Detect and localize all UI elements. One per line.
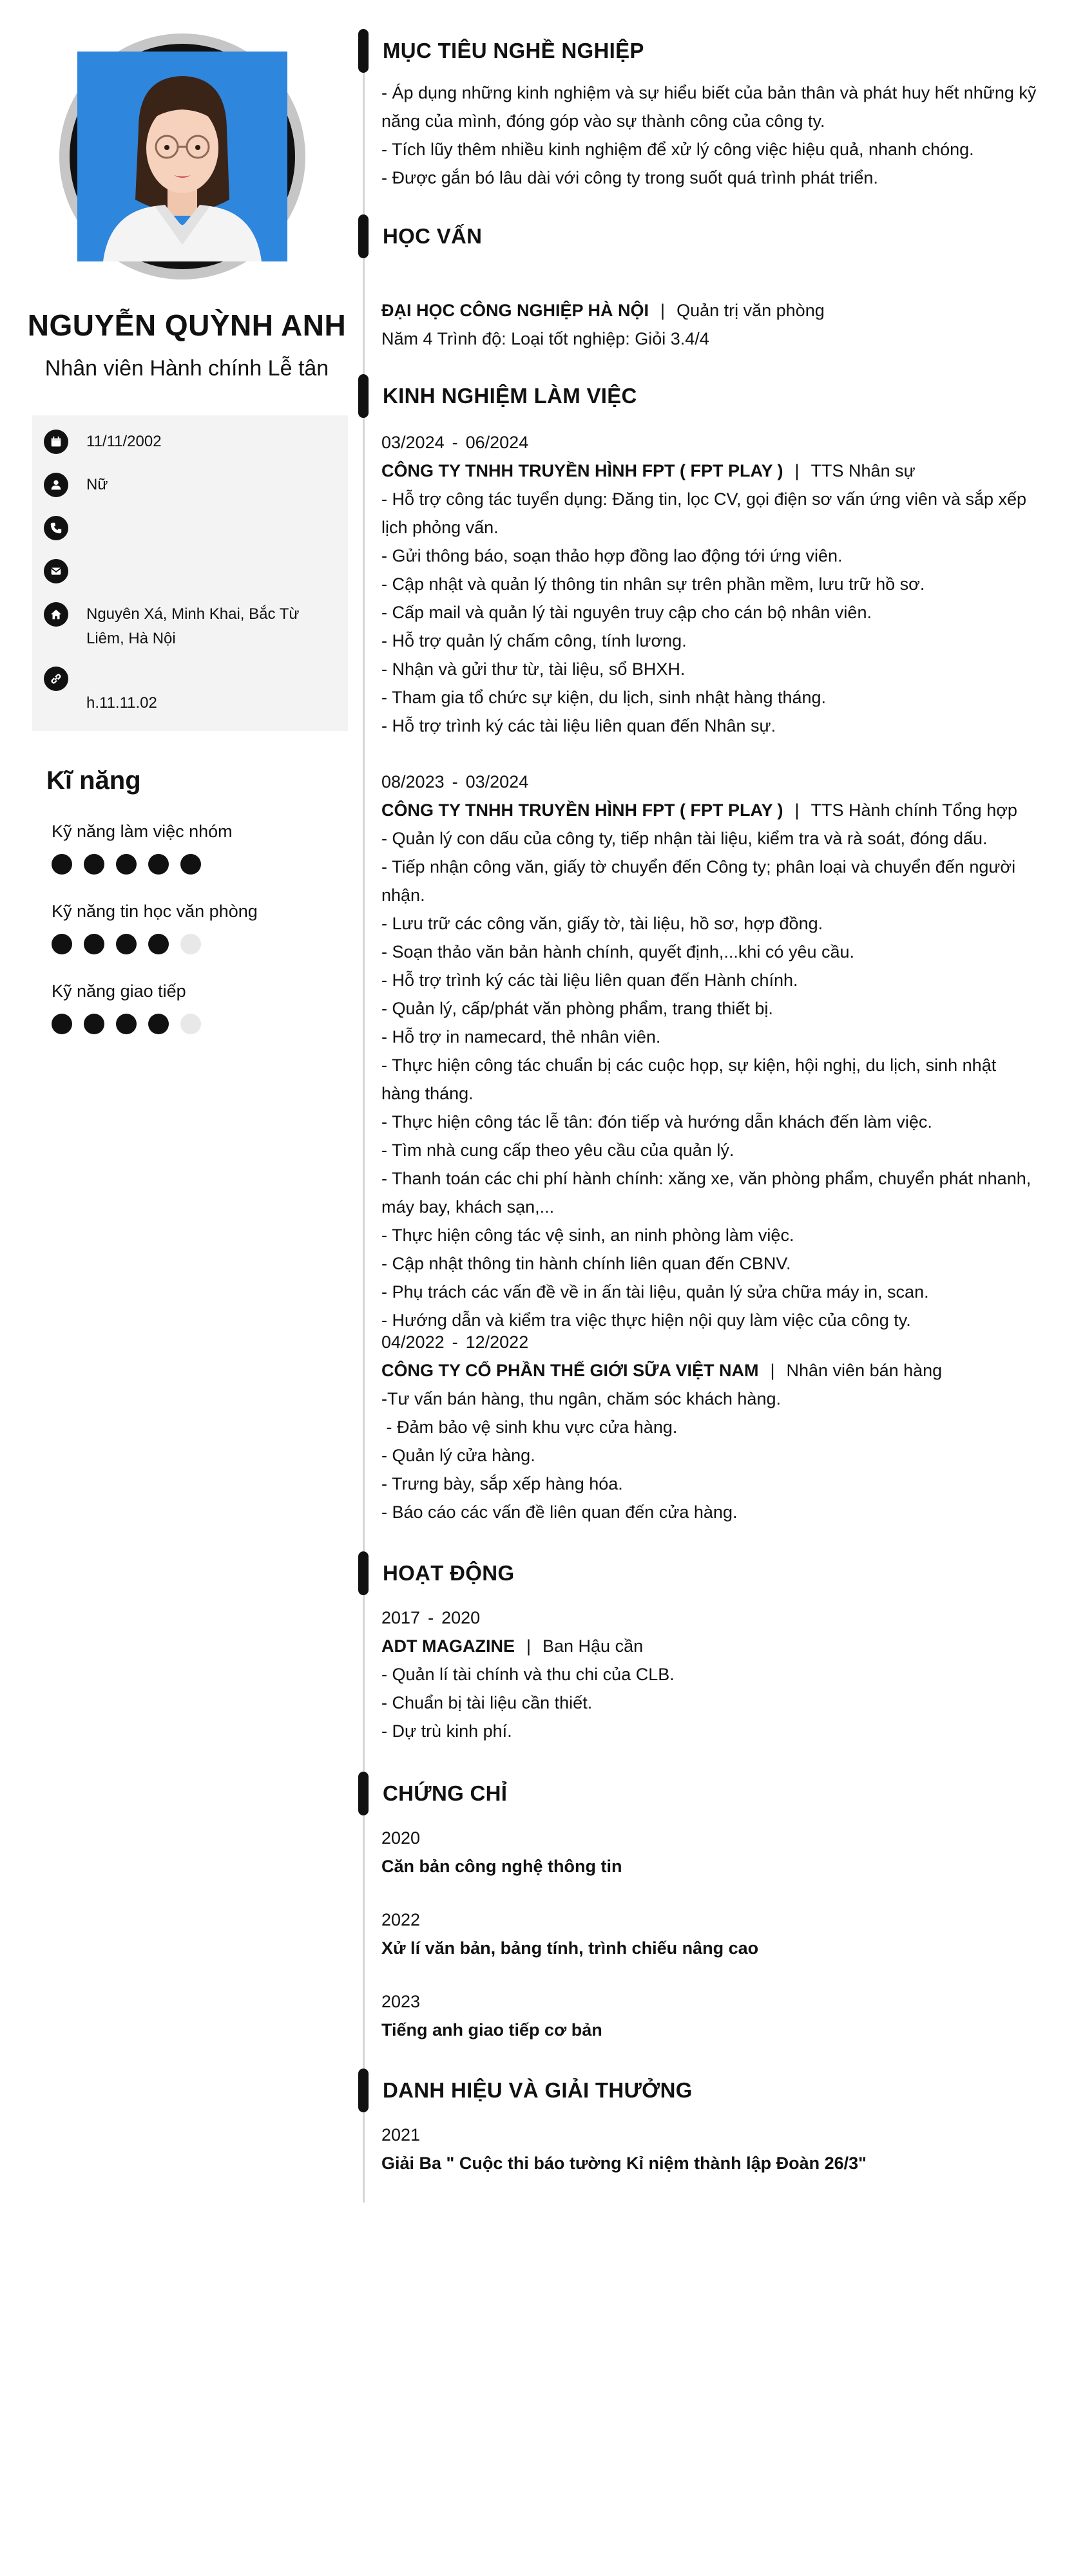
experience-line: - Hỗ trợ công tác tuyển dụng: Đăng tin, lọc CV, gọi điện sơ vấn ứng viên và sắp xếp lịch phỏng vấn. [381, 489, 1027, 537]
rating-dot [148, 934, 169, 954]
experience-role: TTS Hành chính Tổng hợp [811, 800, 1017, 820]
objective-content [381, 79, 1039, 192]
rating-dot [116, 854, 137, 875]
award-year: 2021 [381, 2125, 421, 2145]
award-item [381, 2121, 1039, 2177]
birthday-text: 11/11/2002 [86, 433, 162, 450]
rating-dot [84, 934, 104, 954]
skill-rating [52, 854, 233, 875]
skills-title: Kĩ năng [46, 766, 141, 795]
experience-line: - Đảm bảo vệ sinh khu vực cửa hàng. [381, 1417, 678, 1437]
separator: | [770, 1361, 775, 1380]
experience-dates: 04/2022 - 12/2022 [381, 1332, 529, 1352]
profile-name: NGUYỄN QUỲNH ANH [27, 308, 347, 342]
calendar-icon [44, 430, 68, 454]
skill-name: Kỹ năng làm việc nhóm [52, 822, 233, 841]
person-icon [44, 473, 68, 497]
experience-line: - Quản lý, cấp/phát văn phòng phẩm, trang thiết bị. [381, 999, 773, 1018]
phone-icon [44, 516, 68, 540]
rating-dot-empty [180, 934, 201, 954]
sidebar [0, 0, 348, 1095]
section-marker [358, 1772, 369, 1815]
skill-name: Kỹ năng tin học văn phòng [52, 902, 258, 921]
gender-text: Nữ [86, 476, 108, 493]
skill-item [52, 820, 233, 875]
education-major: Quản trị văn phòng [676, 301, 825, 320]
section-experience-header [358, 374, 637, 418]
experience-line: - Thực hiện công tác lễ tân: đón tiếp và hướng dẫn khách đến làm việc. [381, 1112, 932, 1132]
education-detail: Năm 4 Trình độ: Loại tốt nghiệp: Giỏi 3.4/4 [381, 329, 709, 348]
experience-role: TTS Nhân sự [811, 461, 916, 480]
experience-line: - Hỗ trợ trình ký các tài liệu liên quan đến Hành chính. [381, 971, 798, 990]
experience-item [381, 428, 1039, 740]
section-title: MỤC TIÊU NGHỀ NGHIỆP [383, 39, 644, 62]
certificate-name: Căn bản công nghệ thông tin [381, 1857, 622, 1876]
separator: | [794, 461, 800, 480]
experience-line: - Cấp mail và quản lý tài nguyên truy cập cho cán bộ nhân viên. [381, 603, 872, 622]
section-marker [358, 29, 369, 73]
rating-dot [84, 854, 104, 875]
rating-dot [180, 854, 201, 875]
section-education-header [358, 214, 482, 258]
certificate-name: Xử lí văn bản, bảng tính, trình chiếu nâng cao [381, 1938, 759, 1958]
certificate-year: 2023 [381, 1992, 421, 2011]
skill-rating [52, 1014, 201, 1034]
column-divider [363, 32, 365, 2202]
rating-dot [148, 1014, 169, 1034]
objective-line: - Áp dụng những kinh nghiệm và sự hiểu biết của bản thân và phát huy hết những kỹ năng của mình, đóng góp vào sự thành công của công ty. [381, 83, 1037, 131]
section-title: CHỨNG CHỈ [383, 1781, 508, 1805]
certificate-item [381, 1906, 1039, 1962]
education-school: ĐẠI HỌC CÔNG NGHIỆP HÀ NỘI [381, 301, 649, 320]
activity-line: - Dự trù kinh phí. [381, 1721, 512, 1741]
experience-line: - Tiếp nhận công văn, giấy tờ chuyển đến Công ty; phân loại và chuyển đến người nhận. [381, 857, 1016, 905]
activity-line: - Quản lí tài chính và thu chi của CLB. [381, 1665, 675, 1684]
experience-line: - Quản lý con dấu của công ty, tiếp nhận tài liệu, kiểm tra và rà soát, đóng dấu. [381, 829, 988, 848]
experience-line: - Cập nhật thông tin hành chính liên quan đến CBNV. [381, 1254, 791, 1273]
objective-line: - Tích lũy thêm nhiều kinh nghiệm để xử lý công việc hiệu quả, nhanh chóng. [381, 140, 974, 159]
certificate-name: Tiếng anh giao tiếp cơ bản [381, 2020, 602, 2040]
rating-dot [148, 854, 169, 875]
experience-line: - Trưng bày, sắp xếp hàng hóa. [381, 1474, 623, 1493]
education-content [381, 296, 1039, 353]
skill-rating [52, 934, 258, 954]
experience-line: - Hướng dẫn và kiểm tra việc thực hiện nội quy làm việc của công ty. [381, 1311, 911, 1330]
profile-photo-image [77, 52, 287, 261]
contact-info [32, 415, 348, 731]
rating-dot-empty [180, 1014, 201, 1034]
separator: | [526, 1636, 531, 1656]
experience-line: - Tìm nhà cung cấp theo yêu cầu của quản lý. [381, 1141, 734, 1160]
experience-line: - Quản lý cửa hàng. [381, 1446, 535, 1465]
section-marker [358, 214, 369, 258]
section-title: HOẠT ĐỘNG [383, 1561, 515, 1585]
award-name: Giải Ba " Cuộc thi báo tường Kỉ niệm thành lập Đoàn 26/3" [381, 2154, 867, 2173]
rating-dot [52, 1014, 72, 1034]
profile-job-title: Nhân viên Hành chính Lễ tân [44, 356, 329, 381]
section-marker [358, 2069, 369, 2112]
activity-item [381, 1604, 1039, 1745]
skill-name: Kỹ năng giao tiếp [52, 981, 186, 1001]
certificate-item [381, 1824, 1039, 1880]
experience-line: - Báo cáo các vấn đề liên quan đến cửa hàng. [381, 1502, 738, 1522]
activity-line: - Chuẩn bị tài liệu cần thiết. [381, 1693, 593, 1712]
experience-line: - Gửi thông báo, soạn thảo hợp đồng lao động tới ứng viên. [381, 546, 843, 565]
section-title: DANH HIỆU VÀ GIẢI THƯỞNG [383, 2078, 693, 2102]
experience-line: - Cập nhật và quản lý thông tin nhân sự trên phần mềm, lưu trữ hồ sơ. [381, 574, 925, 594]
activity-org: ADT MAGAZINE [381, 1636, 515, 1656]
section-awards-header [358, 2069, 693, 2112]
experience-line: - Hỗ trợ in namecard, thẻ nhân viên. [381, 1027, 661, 1046]
rating-dot [52, 934, 72, 954]
skill-item [52, 900, 258, 954]
objective-line: - Được gắn bó lâu dài với công ty trong suốt quá trình phát triển. [381, 168, 878, 187]
experience-company: CÔNG TY CỔ PHẦN THẾ GIỚI SỮA VIỆT NAM [381, 1361, 759, 1380]
certificate-item [381, 1987, 1039, 2044]
experience-line: - Thanh toán các chi phí hành chính: xăng xe, văn phòng phẩm, chuyển phát nhanh, máy bay, khách sạn,... [381, 1169, 1031, 1217]
experience-line: - Soạn thảo văn bản hành chính, quyết định,...khi có yêu cầu. [381, 942, 855, 961]
separator: | [660, 301, 666, 320]
section-certificates-header [358, 1772, 507, 1815]
experience-line: - Tham gia tổ chức sự kiện, du lịch, sinh nhật hàng tháng. [381, 688, 827, 707]
experience-line: - Hỗ trợ quản lý chấm công, tính lương. [381, 631, 687, 650]
experience-company: CÔNG TY TNHH TRUYỀN HÌNH FPT ( FPT PLAY ) [381, 461, 783, 480]
section-activities-header [358, 1551, 514, 1595]
certificate-year: 2022 [381, 1910, 421, 1929]
email-icon [44, 559, 68, 583]
experience-line: - Hỗ trợ trình ký các tài liệu liên quan đến Nhân sự. [381, 716, 776, 735]
address-text: Nguyên Xá, Minh Khai, Bắc Từ Liêm, Hà Nội [86, 605, 300, 647]
experience-line: - Phụ trách các vấn đề về in ấn tài liệu, quản lý sửa chữa máy in, scan. [381, 1282, 929, 1302]
experience-dates: 08/2023 - 03/2024 [381, 772, 529, 791]
section-marker [358, 1551, 369, 1595]
rating-dot [116, 1014, 137, 1034]
experience-line: - Nhận và gửi thư từ, tài liệu, sổ BHXH. [381, 659, 686, 679]
experience-company: CÔNG TY TNHH TRUYỀN HÌNH FPT ( FPT PLAY ) [381, 800, 783, 820]
certificate-year: 2020 [381, 1828, 421, 1848]
experience-dates: 03/2024 - 06/2024 [381, 433, 529, 452]
experience-item [381, 768, 1039, 1330]
section-objective-header [358, 29, 644, 73]
rating-dot [84, 1014, 104, 1034]
home-icon [44, 602, 68, 627]
link-icon [44, 667, 68, 691]
section-marker [358, 374, 369, 418]
section-title: HỌC VẤN [383, 224, 483, 248]
link-text[interactable]: h.11.11.02 [86, 694, 157, 712]
experience-role: Nhân viên bán hàng [786, 1361, 943, 1380]
avatar [59, 33, 305, 279]
skill-item [52, 980, 201, 1034]
rating-dot [116, 934, 137, 954]
experience-line: - Lưu trữ các công văn, giấy tờ, tài liệu, hồ sơ, hợp đồng. [381, 914, 823, 933]
profile-photo [77, 52, 287, 261]
activity-dates: 2017 - 2020 [381, 1608, 481, 1627]
experience-line: - Thực hiện công tác chuẩn bị các cuộc họp, sự kiện, hội nghị, du lịch, sinh nhật hàng tháng. [381, 1056, 997, 1103]
experience-line: -Tư vấn bán hàng, thu ngân, chăm sóc khách hàng. [381, 1389, 781, 1408]
separator: | [794, 800, 800, 820]
rating-dot [52, 854, 72, 875]
section-title: KINH NGHIỆM LÀM VIỆC [383, 384, 637, 408]
experience-item [381, 1328, 1039, 1526]
activity-role: Ban Hậu cần [542, 1636, 644, 1656]
experience-line: - Thực hiện công tác vệ sinh, an ninh phòng làm việc. [381, 1226, 794, 1245]
